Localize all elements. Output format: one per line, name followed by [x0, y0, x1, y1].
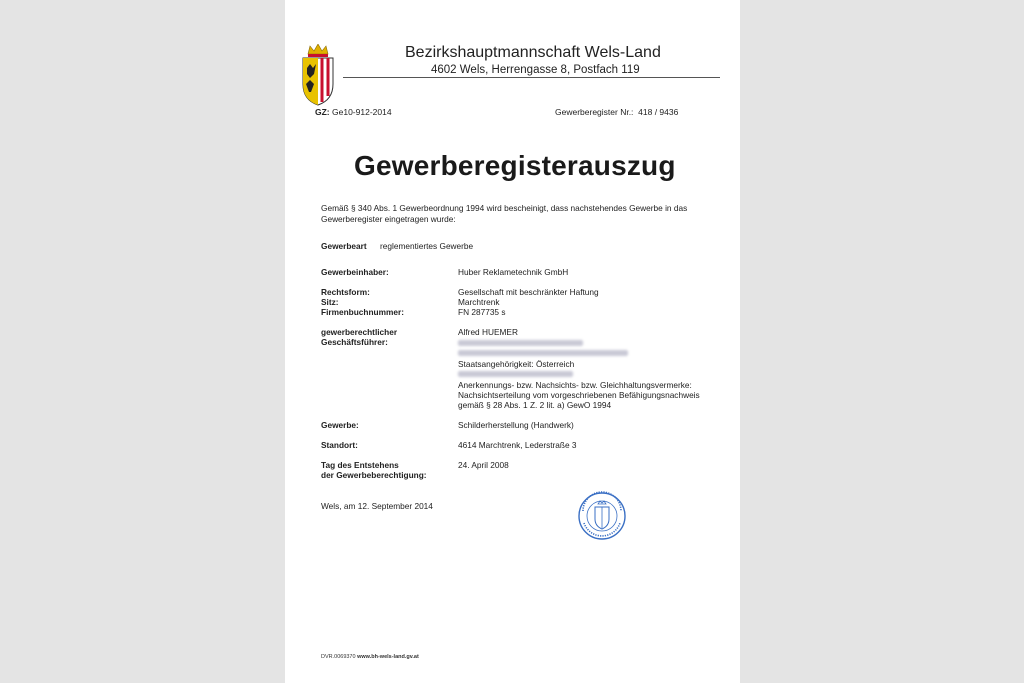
- redacted-line: [458, 371, 573, 377]
- entstehung-value: 24. April 2008: [458, 460, 509, 470]
- inhaber-label: Gewerbeinhaber:: [321, 267, 389, 277]
- entstehung-label-1: Tag des Entstehens: [321, 460, 399, 470]
- geschaeftsfuehrer-label-2: Geschäftsführer:: [321, 337, 388, 347]
- redacted-line: [458, 350, 628, 356]
- vermerke-line-2: Nachsichtserteilung vom vorgeschriebenen Befähigungsnachweis: [458, 390, 700, 400]
- firmenbuch-value: FN 287735 s: [458, 307, 506, 317]
- vermerke-line-1: Anerkennungs- bzw. Nachsichts- bzw. Gleichhaltungsvermerke:: [458, 380, 692, 390]
- website-link[interactable]: www.bh-wels-land.gv.at: [357, 654, 419, 660]
- staatsangehoerigkeit: Staatsangehörigkeit: Österreich: [458, 359, 575, 369]
- sitz-label: Sitz:: [321, 297, 339, 307]
- authority-name: Bezirkshauptmannschaft Wels-Land: [405, 44, 661, 61]
- geschaeftsfuehrer-label-1: gewerberechtlicher: [321, 327, 398, 337]
- rechtsform-value: Gesellschaft mit beschränkter Haftung: [458, 287, 599, 297]
- sitz-value: Marchtrenk: [458, 297, 500, 307]
- authority-address: 4602 Wels, Herrengasse 8, Postfach 119: [431, 64, 640, 76]
- entstehung-label-2: der Gewerbeberechtigung:: [321, 470, 427, 480]
- intro-text: Gemäß § 340 Abs. 1 Gewerbeordnung 1994 wird bescheinigt, dass nachstehendes Gewerbe in das Gewerberegister eingetragen wurde:: [321, 203, 688, 224]
- firmenbuch-label: Firmenbuchnummer:: [321, 307, 404, 317]
- rechtsform-label: Rechtsform:: [321, 287, 370, 297]
- geschaeftsfuehrer-name: Alfred HUEMER: [458, 327, 518, 337]
- document-title: Gewerberegisterauszug: [354, 150, 676, 181]
- redacted-line: [458, 340, 583, 346]
- register-number: Gewerberegister Nr.: 418 / 9436: [555, 107, 679, 117]
- gewerbeart-row: Gewerbeart reglementiertes Gewerbe: [321, 241, 474, 251]
- document-page: [285, 0, 740, 683]
- inhaber-value: Huber Reklametechnik GmbH: [458, 267, 569, 277]
- standort-label: Standort:: [321, 440, 358, 450]
- header-divider: [343, 77, 720, 78]
- gewerbe-label: Gewerbe:: [321, 420, 359, 430]
- date-line: Wels, am 12. September 2014: [321, 501, 433, 511]
- coat-of-arms-logo: [300, 44, 336, 106]
- dvr-number: DVR.0069370: [321, 654, 356, 660]
- gewerbe-value: Schilderherstellung (Handwerk): [458, 420, 574, 430]
- vermerke-line-3: gemäß § 28 Abs. 1 Z. 2 lit. a) GewO 1994: [458, 400, 612, 410]
- footer: [321, 654, 419, 660]
- standort-value: 4614 Marchtrenk, Lederstraße 3: [458, 440, 577, 450]
- gz-reference: GZ: Ge10-912-2014: [315, 107, 392, 117]
- official-stamp: [577, 491, 627, 541]
